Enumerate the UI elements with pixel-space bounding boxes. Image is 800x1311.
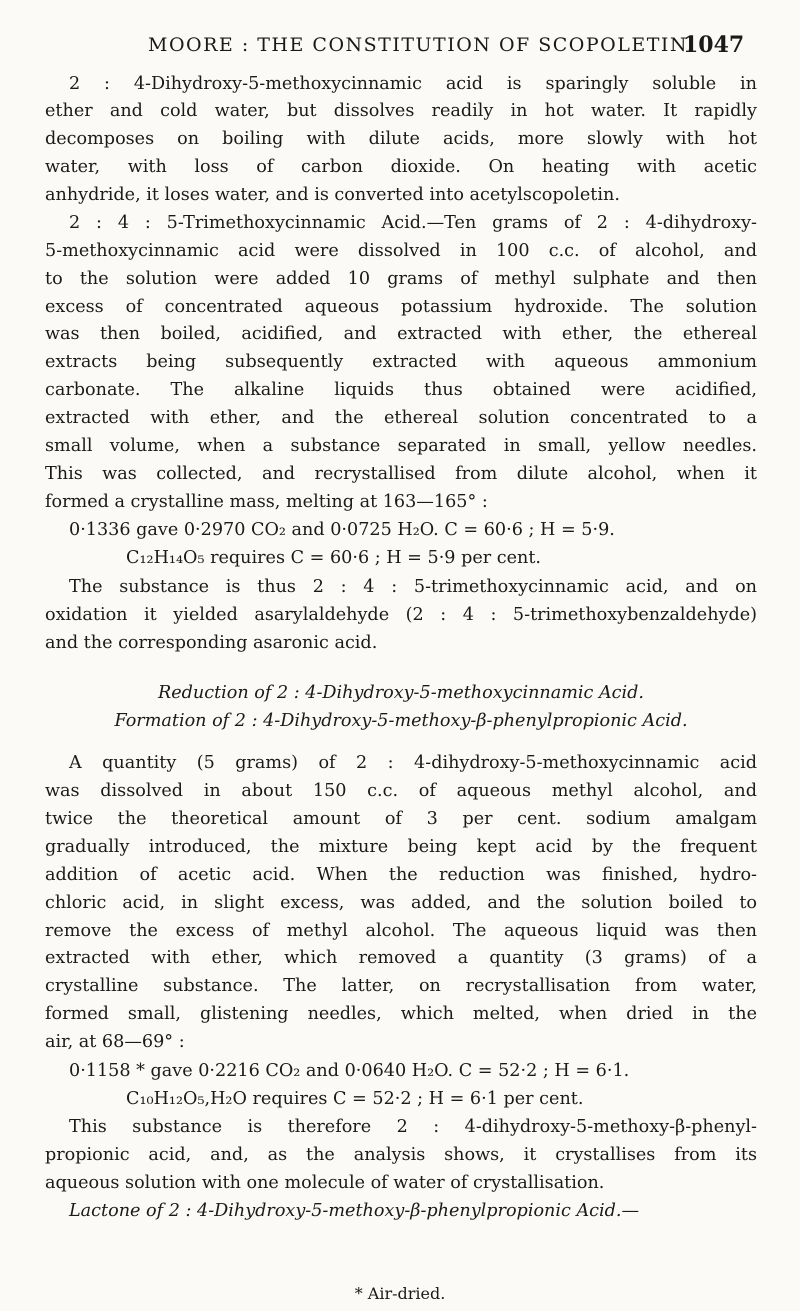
text-line: extracts being subsequently extracted with aqueous ammonium	[45, 352, 757, 372]
text-line: anhydride, it loses water, and is converted into acetylscopoletin.	[45, 185, 620, 205]
text-line: 2 : 4-Dihydroxy-5-methoxycinnamic acid is sparingly soluble in	[69, 74, 757, 94]
text-line: Lactone of 2 : 4-Dihydroxy-5-methoxy-β-phenylpropionic Acid.—	[69, 1201, 640, 1221]
text-line: formed small, glistening needles, which melted, when dried in the	[45, 1004, 757, 1024]
text-line: twice the theoretical amount of 3 per cent. sodium amalgam	[45, 809, 757, 829]
section-heading: Formation of 2 : 4-Dihydroxy-5-methoxy-β-phenylpropionic Acid.	[114, 711, 688, 731]
text-line: and the corresponding asaronic acid.	[45, 633, 378, 653]
text-line: ether and cold water, but dissolves readily in hot water. It rapidly	[45, 101, 757, 121]
section-heading: Reduction of 2 : 4-Dihydroxy-5-methoxycinnamic Acid.	[157, 683, 645, 703]
text-line: 5-methoxycinnamic acid were dissolved in 100 c.c. of alcohol, and	[45, 241, 757, 261]
text-line: decomposes on boiling with dilute acids, more slowly with hot	[45, 129, 757, 149]
text-line: aqueous solution with one molecule of water of crystallisation.	[45, 1173, 605, 1193]
text-line: air, at 68—69° :	[45, 1032, 185, 1052]
page-number: 1047	[683, 32, 745, 58]
text-line: water, with loss of carbon dioxide. On heating with acetic	[45, 157, 757, 177]
text-line: gradually introduced, the mixture being kept acid by the frequent	[45, 837, 757, 857]
text-line: The substance is thus 2 : 4 : 5-trimethoxycinnamic acid, and on	[69, 577, 757, 597]
text-line: C₁₂H₁₄O₅ requires C = 60·6 ; H = 5·9 per cent.	[126, 548, 542, 568]
text-line: to the solution were added 10 grams of methyl sulphate and then	[45, 269, 757, 289]
footnote: * Air-dried.	[354, 1284, 446, 1303]
text-line: This was collected, and recrystallised from dilute alcohol, when it	[45, 464, 757, 484]
text-line: This substance is therefore 2 : 4-dihydroxy-5-methoxy-β-phenyl-	[69, 1117, 757, 1137]
text-line: was dissolved in about 150 c.c. of aqueous methyl alcohol, and	[45, 781, 757, 801]
running-head-title: MOORE : THE CONSTITUTION OF SCOPOLETIN.	[148, 34, 695, 56]
text-line: formed a crystalline mass, melting at 163—165° :	[45, 492, 488, 512]
text-line: extracted with ether, and the ethereal solution concentrated to a	[45, 408, 757, 428]
text-line: was then boiled, acidified, and extracted with ether, the ethereal	[45, 324, 757, 344]
text-line: small volume, when a substance separated in small, yellow needles.	[45, 436, 757, 456]
text-line: 2 : 4 : 5-Trimethoxycinnamic Acid.—Ten grams of 2 : 4-dihydroxy-	[69, 213, 757, 233]
text-line: propionic acid, and, as the analysis shows, it crystallises from its	[45, 1145, 757, 1165]
text-line: 0·1158 * gave 0·2216 CO₂ and 0·0640 H₂O. C = 52·2 ; H = 6·1.	[69, 1061, 630, 1081]
text-line: 0·1336 gave 0·2970 CO₂ and 0·0725 H₂O. C = 60·6 ; H = 5·9.	[69, 520, 615, 540]
text-line: chloric acid, in slight excess, was added, and the solution boiled to	[45, 893, 757, 913]
text-line: oxidation it yielded asarylaldehyde (2 : 4 : 5-trimethoxybenzaldehyde)	[45, 605, 757, 625]
text-line: C₁₀H₁₂O₅,H₂O requires C = 52·2 ; H = 6·1 per cent.	[126, 1089, 584, 1109]
text-line: crystalline substance. The latter, on recrystallisation from water,	[45, 976, 757, 996]
text-line: excess of concentrated aqueous potassium hydroxide. The solution	[45, 297, 757, 317]
text-line: remove the excess of methyl alcohol. The aqueous liquid was then	[45, 921, 757, 941]
text-line: addition of acetic acid. When the reduction was finished, hydro-	[45, 865, 757, 885]
text-line: A quantity (5 grams) of 2 : 4-dihydroxy-5-methoxycinnamic acid	[69, 753, 757, 773]
body-text	[45, 0, 757, 1311]
text-line: extracted with ether, which removed a quantity (3 grams) of a	[45, 948, 757, 968]
text-line: carbonate. The alkaline liquids thus obtained were acidified,	[45, 380, 757, 400]
